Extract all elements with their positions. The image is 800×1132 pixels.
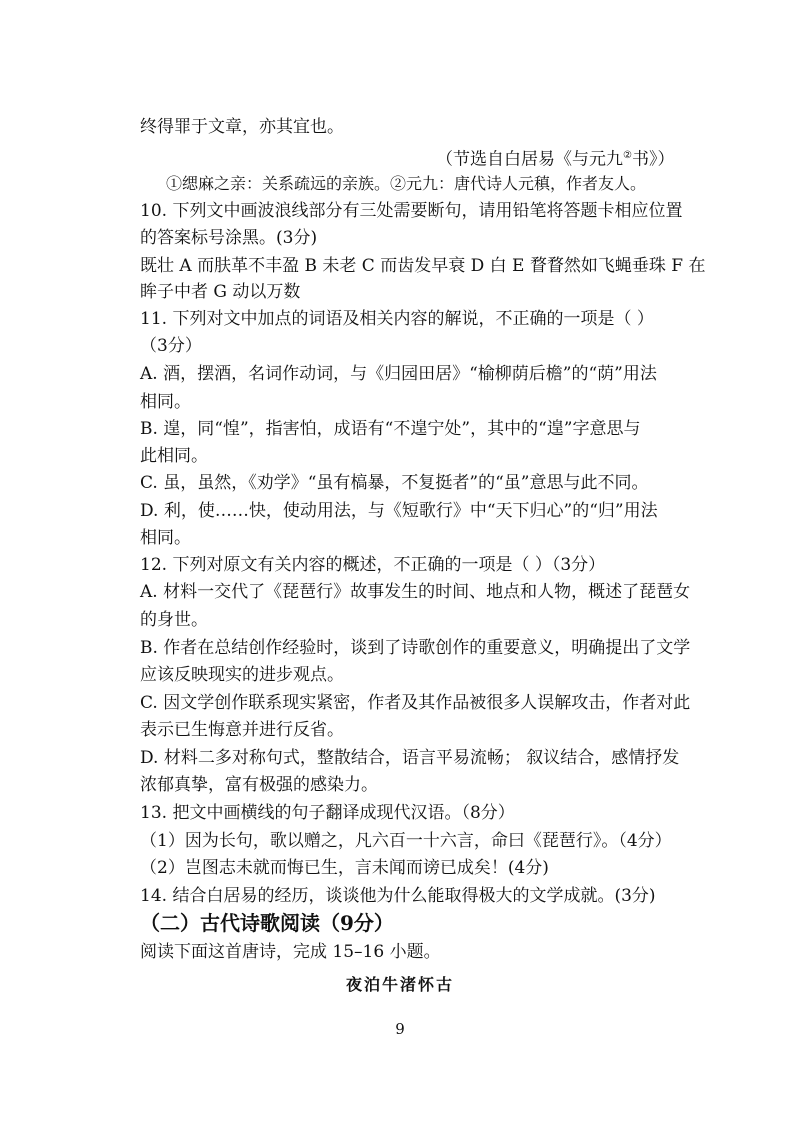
q10-text-line1: 既壮 A 而肤革不丰盈 B 未老 C 而齿发早衰 D 白 E 瞀瞀然如飞蝇垂珠 F 在 — [140, 256, 706, 276]
q11-option-a-line1: A. 酒，摆酒，名词作动词，与《归园田居》“榆柳荫后檐”的“荫”用法 — [140, 364, 657, 384]
q12-option-b-line1: B. 作者在总结创作经验时，谈到了诗歌创作的重要意义，明确提出了文学 — [140, 638, 691, 658]
footnote-mark: ② — [623, 150, 632, 161]
q13-sentence-2: （2）岂图志未就而悔已生，言未闻而谤已成矣！(4分) — [140, 858, 549, 878]
q10-stem-line1: 10. 下列文中画波浪线部分有三处需要断句，请用铅笔将答题卡相应位置 — [140, 201, 683, 221]
q11-option-b-line1: B. 遑，同“惶”，指害怕，成语有“不遑宁处”，其中的“遑”字意思与 — [140, 419, 641, 439]
q11-option-c-line1: C. 虽，虽然，《劝学》“虽有槁暴，不复挺者”的“虽”意思与此不同。 — [140, 473, 649, 493]
q12-option-d-line2: 浓郁真挚，富有极强的感染力。 — [140, 775, 378, 795]
q12-stem-line1: 12. 下列对原文有关内容的概述，不正确的一项是（ ）（3分） — [140, 555, 606, 575]
passage-source-text: （节选自白居易《与元九 — [436, 149, 623, 170]
q11-option-d-line2: 相同。 — [140, 528, 191, 548]
q13-sentence-1: （1）因为长句，歌以赠之，凡六百一十六言，命曰《琵琶行》。（4分） — [140, 831, 672, 851]
q12-option-c-line1: C. 因文学创作联系现实紧密，作者及其作品被很多人误解攻击，作者对此 — [140, 693, 691, 713]
section-title: （二）古代诗歌阅读（9分） — [140, 911, 394, 935]
q12-option-c-line2: 表示已生悔意并进行反省。 — [140, 720, 344, 740]
q12-option-a-line1: A. 材料一交代了《琵琶行》故事发生的时间、地点和人物，概述了琵琶女 — [140, 582, 691, 602]
passage-source — [436, 144, 674, 172]
q12-option-b-line2: 应该反映现实的进步观点。 — [140, 665, 344, 685]
q11-option-a-line2: 相同。 — [140, 392, 191, 412]
page-number: 9 — [395, 1020, 405, 1038]
q14-stem-line1: 14. 结合白居易的经历，谈谈他为什么能取得极大的文学成就。(3分) — [140, 886, 656, 906]
passage-source-end: 书》） — [631, 149, 675, 170]
q10-text-line2: 眸子中者 G 动以万数 — [140, 282, 301, 302]
q11-option-b-line2: 此相同。 — [140, 446, 208, 466]
passage-notes: ①缌麻之亲：关系疏远的亲族。②元九：唐代诗人元稹，作者友人。 — [166, 174, 647, 193]
q11-option-d-line1: D. 利，使……快，使动用法，与《短歌行》中“天下归心”的“归”用法 — [140, 501, 658, 521]
q10-stem-line2: 的答案标号涂黑。(3分) — [140, 228, 318, 248]
q13-stem-line1: 13. 把文中画横线的句子翻译成现代汉语。（8分） — [140, 803, 515, 823]
q11-stem-line1: 11. 下列对文中加点的词语及相关内容的解说，不正确的一项是（ ） — [140, 309, 654, 329]
poem-title: 夜泊牛渚怀古 — [345, 975, 454, 994]
passage-last-line: 终得罪于文章，亦其宜也。 — [140, 117, 344, 137]
q12-option-a-line2: 的身世。 — [140, 610, 208, 630]
section-intro: 阅读下面这首唐诗，完成 15–16 小题。 — [140, 942, 441, 962]
q12-option-d-line1: D. 材料二多对称句式，整散结合，语言平易流畅； 叙议结合，感情抒发 — [140, 748, 680, 768]
q11-stem-line2: （3分） — [140, 336, 202, 356]
